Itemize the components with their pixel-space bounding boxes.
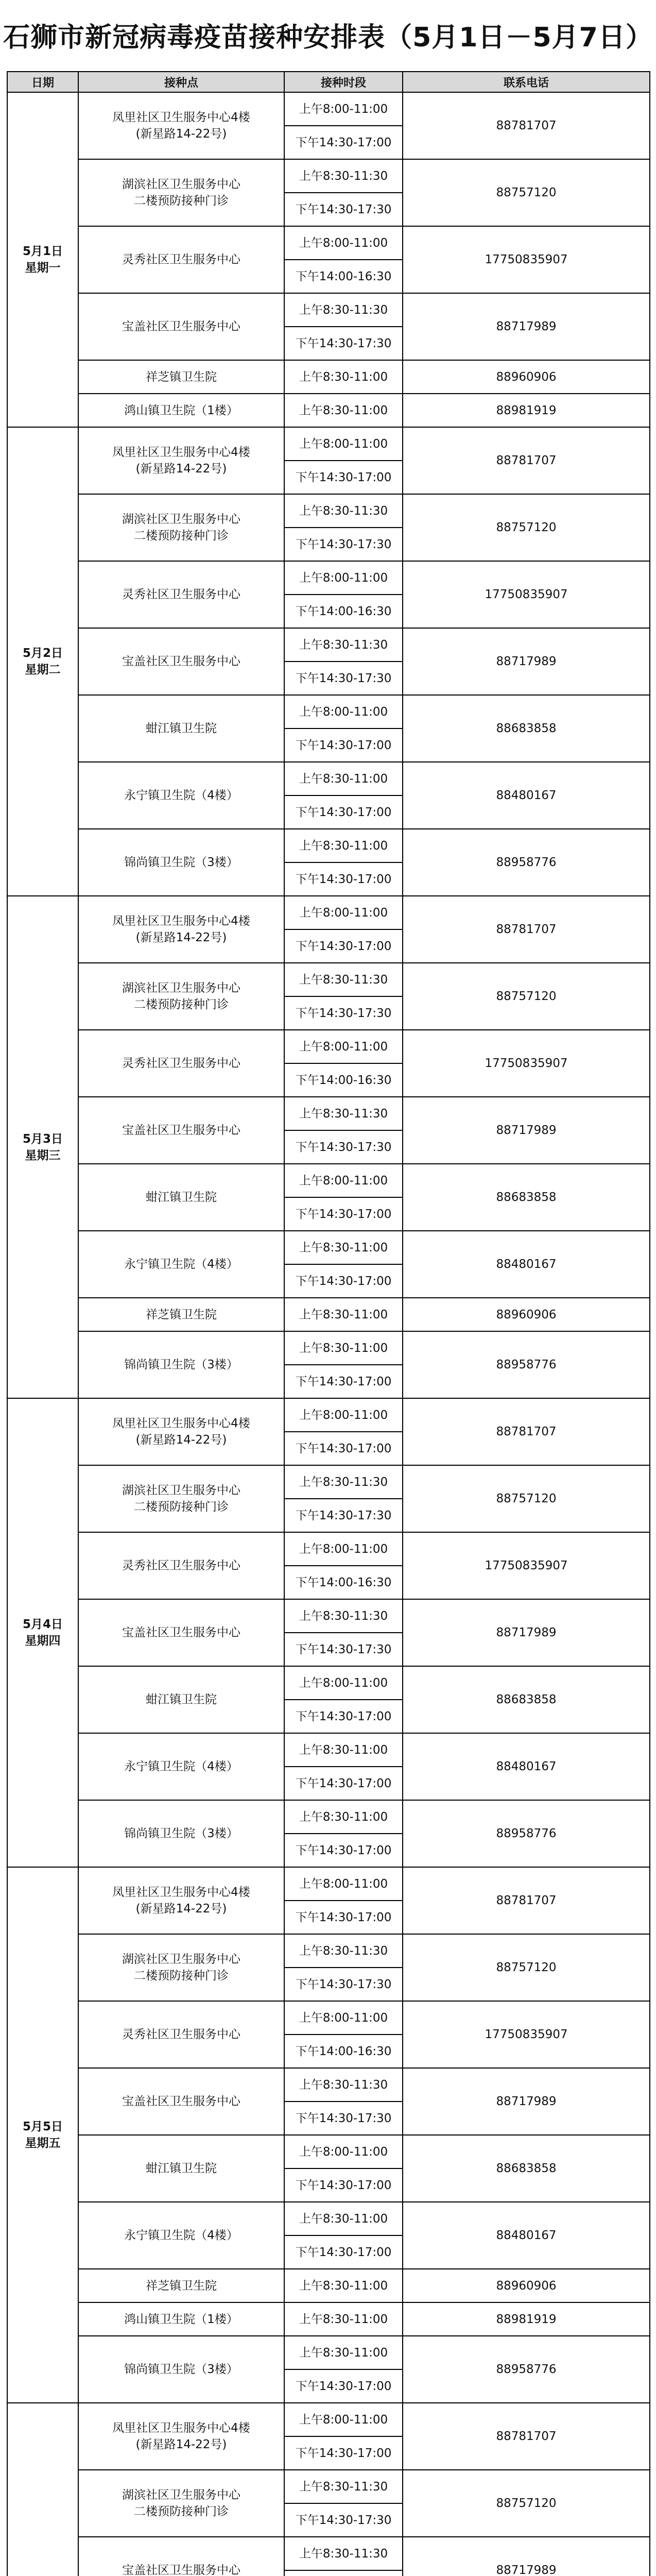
site-cell: [78, 1733, 284, 1800]
time-slot: 下午14:30-17:00: [284, 2168, 403, 2202]
time-slot: 下午14:00-16:30: [284, 595, 403, 628]
site-name: 祥芝镇卫生院: [146, 2279, 217, 2293]
phone-number: 88757120: [403, 159, 650, 226]
time-slot: 下午14:30-17:30: [284, 1130, 403, 1164]
phone-number: 88717989: [403, 1599, 650, 1666]
phone-number: 17750835907: [403, 226, 650, 293]
time-slot: 下午14:00-16:30: [284, 2035, 403, 2068]
time-slot: 上午8:30-11:30: [284, 963, 403, 996]
table-row: [7, 1331, 650, 1365]
site-cell: [78, 2202, 284, 2269]
site-cell: [78, 628, 284, 695]
site-name: 鸿山镇卫生院（1楼）: [124, 2312, 238, 2326]
time-slot: 上午8:00-11:00: [284, 1030, 403, 1063]
site-cell: [78, 829, 284, 896]
time-slot: 下午14:30-17:30: [284, 2102, 403, 2135]
site-cell: [78, 2470, 284, 2537]
site-name: 永宁镇卫生院（4楼）: [124, 789, 238, 802]
table-row: [7, 2001, 650, 2035]
time-slot: 下午14:30-17:30: [284, 193, 403, 226]
table-row: [7, 1934, 650, 1968]
date-cell: [7, 2403, 78, 2576]
time-slot: 上午8:30-11:30: [284, 1465, 403, 1499]
date-label: 5月4日: [22, 1618, 63, 1631]
time-slot: 上午8:30-11:30: [284, 628, 403, 662]
time-slot: 下午14:30-17:00: [284, 1264, 403, 1298]
table-row: [7, 1231, 650, 1264]
date-label: 5月2日: [22, 647, 63, 660]
site-cell: [78, 2068, 284, 2135]
phone-number: 88981919: [403, 394, 650, 427]
table-row: [7, 2336, 650, 2369]
site-name: 蚶江镇卫生院: [146, 1693, 217, 1706]
date-cell: [7, 427, 78, 896]
table-row: [7, 2537, 650, 2570]
weekday-label: 星期四: [25, 1634, 61, 1648]
time-slot: 下午14:30-17:00: [284, 1834, 403, 1867]
time-slot: 上午8:00-11:00: [284, 2403, 403, 2436]
phone-number: 88781707: [403, 2403, 650, 2470]
table-row: [7, 92, 650, 126]
table-row: [7, 628, 650, 662]
site-name: 蚶江镇卫生院: [146, 722, 217, 735]
site-name: 宝盖社区卫生服务中心: [122, 2095, 240, 2108]
phone-number: 88781707: [403, 1867, 650, 1934]
table-row: [7, 1030, 650, 1063]
time-slot: 上午8:30-11:30: [284, 2068, 403, 2102]
time-slot: 下午14:30-17:00: [284, 1767, 403, 1800]
phone-number: 17750835907: [403, 561, 650, 628]
time-slot: 下午14:30-17:00: [284, 862, 403, 896]
table-row: [7, 695, 650, 728]
site-cell: [78, 2537, 284, 2576]
time-slot: 下午14:30-17:00: [284, 1901, 403, 1934]
site-cell: [78, 1030, 284, 1097]
site-cell: [78, 1599, 284, 1666]
time-slot: 下午14:30-17:30: [284, 2503, 403, 2537]
site-cell: [78, 1231, 284, 1298]
time-slot: 上午8:00-11:00: [284, 896, 403, 929]
date-cell: [7, 1398, 78, 1867]
time-slot: 下午14:30-17:00: [284, 1197, 403, 1231]
weekday-label: 星期五: [25, 2137, 61, 2150]
site-name: 鸿山镇卫生院（1楼）: [124, 403, 238, 417]
site-name: 祥芝镇卫生院: [146, 1308, 217, 1321]
site-name: 凤里社区卫生服务中心4楼: [112, 914, 250, 928]
table-row: [7, 1164, 650, 1197]
table-row: [7, 561, 650, 595]
phone-number: 88960906: [403, 1298, 650, 1331]
time-slot: 上午8:30-11:30: [284, 159, 403, 193]
phone-number: 88958776: [403, 1800, 650, 1867]
phone-number: 88480167: [403, 762, 650, 829]
time-slot: 上午8:00-11:00: [284, 561, 403, 595]
table-row: [7, 1532, 650, 1566]
site-cell: [78, 1097, 284, 1164]
time-slot: 上午8:30-11:00: [284, 1298, 403, 1331]
time-slot: 上午8:00-11:00: [284, 92, 403, 126]
site-cell: [78, 695, 284, 762]
phone-number: 17750835907: [403, 2001, 650, 2068]
site-name: 锦尚镇卫生院（3楼）: [124, 856, 238, 869]
phone-number: 88781707: [403, 1398, 650, 1465]
site-address: 二楼预防接种门诊: [134, 1500, 229, 1514]
site-cell: [78, 1331, 284, 1398]
time-slot: 下午14:30-17:30: [284, 996, 403, 1030]
phone-number: 88781707: [403, 896, 650, 963]
site-cell: [78, 1800, 284, 1867]
site-name: 凤里社区卫生服务中心4楼: [112, 1886, 250, 1899]
phone-number: 17750835907: [403, 1030, 650, 1097]
date-cell: [7, 896, 78, 1398]
table-row: [7, 963, 650, 996]
time-slot: 上午8:30-11:00: [284, 2336, 403, 2369]
header-date: 日期: [7, 72, 78, 92]
phone-number: 88958776: [403, 2336, 650, 2403]
phone-number: 88717989: [403, 2537, 650, 2576]
table-row: [7, 2068, 650, 2102]
site-name: 湖滨社区卫生服务中心: [122, 981, 240, 995]
site-address: (新星路14-22号): [135, 462, 227, 476]
phone-number: 88683858: [403, 695, 650, 762]
site-name: 湖滨社区卫生服务中心: [122, 2488, 240, 2502]
site-name: 湖滨社区卫生服务中心: [122, 178, 240, 191]
phone-number: 88683858: [403, 2135, 650, 2202]
header-phone: 联系电话: [403, 72, 650, 92]
site-name: 湖滨社区卫生服务中心: [122, 1953, 240, 1966]
table-row: [7, 2470, 650, 2503]
site-name: 灵秀社区卫生服务中心: [122, 1559, 240, 1572]
table-row: [7, 494, 650, 528]
table-row: [7, 896, 650, 929]
site-cell: [78, 2302, 284, 2336]
site-cell: [78, 427, 284, 494]
time-slot: 下午14:00-16:30: [284, 1063, 403, 1097]
site-cell: [78, 963, 284, 1030]
header-site: 接种点: [78, 72, 284, 92]
time-slot: 上午8:30-11:30: [284, 1934, 403, 1968]
site-cell: [78, 2001, 284, 2068]
date-cell: [7, 1867, 78, 2403]
site-name: 宝盖社区卫生服务中心: [122, 655, 240, 668]
phone-number: 88717989: [403, 2068, 650, 2135]
site-name: 永宁镇卫生院（4楼）: [124, 1258, 238, 1271]
site-cell: [78, 1398, 284, 1465]
phone-number: 88480167: [403, 2202, 650, 2269]
time-slot: 下午14:30-17:00: [284, 728, 403, 762]
site-cell: [78, 2336, 284, 2403]
site-name: 宝盖社区卫生服务中心: [122, 320, 240, 333]
time-slot: 上午8:00-11:00: [284, 1666, 403, 1700]
time-slot: 上午8:30-11:00: [284, 2302, 403, 2336]
site-cell: [78, 293, 284, 360]
time-slot: 上午8:00-11:00: [284, 1164, 403, 1197]
phone-number: 88757120: [403, 1465, 650, 1532]
table-row: [7, 1666, 650, 1700]
phone-number: 88717989: [403, 628, 650, 695]
time-slot: 上午8:30-11:00: [284, 360, 403, 394]
site-address: (新星路14-22号): [135, 2438, 227, 2451]
weekday-label: 星期二: [25, 663, 61, 676]
schedule-table: [7, 71, 650, 2576]
time-slot: 上午8:00-11:00: [284, 226, 403, 260]
time-slot: 下午14:30-17:30: [284, 327, 403, 360]
site-cell: [78, 494, 284, 561]
site-name: 永宁镇卫生院（4楼）: [124, 2229, 238, 2242]
table-row: [7, 360, 650, 394]
site-cell: [78, 561, 284, 628]
table-row: [7, 762, 650, 795]
phone-number: 88958776: [403, 1331, 650, 1398]
site-name: 宝盖社区卫生服务中心: [122, 2564, 240, 2576]
phone-number: 88480167: [403, 1231, 650, 1298]
site-name: 灵秀社区卫生服务中心: [122, 2028, 240, 2041]
time-slot: 下午14:30-17:00: [284, 126, 403, 159]
time-slot: 下午14:30-17:00: [284, 1432, 403, 1465]
site-cell: [78, 762, 284, 829]
site-name: 宝盖社区卫生服务中心: [122, 1626, 240, 1639]
time-slot: 下午14:30-17:00: [284, 2436, 403, 2470]
table-row: [7, 159, 650, 193]
time-slot: 上午8:30-11:30: [284, 1599, 403, 1633]
table-row: [7, 427, 650, 461]
site-name: 锦尚镇卫生院（3楼）: [124, 2363, 238, 2376]
table-header-row: [7, 72, 650, 92]
site-name: 蚶江镇卫生院: [146, 2162, 217, 2175]
time-slot: 上午8:30-11:30: [284, 2537, 403, 2570]
date-label: 5月5日: [22, 2120, 63, 2133]
site-name: 凤里社区卫生服务中心4楼: [112, 111, 250, 124]
phone-number: 88960906: [403, 2269, 650, 2302]
time-slot: 上午8:30-11:00: [284, 1231, 403, 1264]
table-row: [7, 2403, 650, 2436]
site-cell: [78, 1465, 284, 1532]
time-slot: 下午14:30-17:30: [284, 528, 403, 561]
time-slot: 上午8:30-11:00: [284, 1331, 403, 1365]
site-address: (新星路14-22号): [135, 931, 227, 944]
site-name: 湖滨社区卫生服务中心: [122, 1484, 240, 1497]
site-cell: [78, 2403, 284, 2470]
table-row: [7, 1398, 650, 1432]
phone-number: 88757120: [403, 2470, 650, 2537]
phone-number: 88960906: [403, 360, 650, 394]
table-row: [7, 1800, 650, 1834]
time-slot: 上午8:30-11:00: [284, 1800, 403, 1834]
site-address: (新星路14-22号): [135, 1433, 227, 1447]
site-name: 蚶江镇卫生院: [146, 1191, 217, 1204]
site-cell: [78, 394, 284, 427]
time-slot: 上午8:00-11:00: [284, 1398, 403, 1432]
site-name: 宝盖社区卫生服务中心: [122, 1124, 240, 1137]
phone-number: 88717989: [403, 1097, 650, 1164]
phone-number: 88480167: [403, 1733, 650, 1800]
site-cell: [78, 2135, 284, 2202]
table-row: [7, 2202, 650, 2235]
time-slot: 上午8:30-11:30: [284, 1097, 403, 1130]
site-name: 凤里社区卫生服务中心4楼: [112, 1417, 250, 1430]
time-slot: 上午8:30-11:30: [284, 494, 403, 528]
header-time: 接种时段: [284, 72, 403, 92]
table-row: [7, 2269, 650, 2302]
date-label: 5月1日: [22, 245, 63, 258]
site-name: 灵秀社区卫生服务中心: [122, 253, 240, 266]
weekday-label: 星期三: [25, 1148, 61, 1162]
time-slot: 上午8:30-11:00: [284, 762, 403, 795]
site-address: (新星路14-22号): [135, 127, 227, 141]
site-address: 二楼预防接种门诊: [134, 529, 229, 543]
table-row: [7, 293, 650, 327]
time-slot: 下午14:00-16:30: [284, 1566, 403, 1599]
site-cell: [78, 1666, 284, 1733]
table-row: [7, 1298, 650, 1331]
table-row: [7, 1599, 650, 1633]
site-cell: [78, 1164, 284, 1231]
table-row: [7, 829, 650, 862]
site-address: 二楼预防接种门诊: [134, 194, 229, 208]
site-cell: [78, 360, 284, 394]
table-row: [7, 2135, 650, 2168]
date-label: 5月3日: [22, 1132, 63, 1146]
site-address: 二楼预防接种门诊: [134, 2505, 229, 2518]
phone-number: 17750835907: [403, 1532, 650, 1599]
site-cell: [78, 159, 284, 226]
site-cell: [78, 896, 284, 963]
date-cell: [7, 92, 78, 427]
site-cell: [78, 92, 284, 159]
phone-number: 88757120: [403, 1934, 650, 2001]
site-name: 祥芝镇卫生院: [146, 370, 217, 384]
table-row: [7, 226, 650, 260]
site-name: 永宁镇卫生院（4楼）: [124, 1760, 238, 1773]
time-slot: 下午14:00-16:30: [284, 260, 403, 293]
site-name: 灵秀社区卫生服务中心: [122, 1057, 240, 1070]
phone-number: 88757120: [403, 963, 650, 1030]
time-slot: 下午14:30-17:00: [284, 1365, 403, 1398]
time-slot: 上午8:30-11:00: [284, 829, 403, 862]
phone-number: 88781707: [403, 92, 650, 159]
time-slot: 下午14:30-17:30: [284, 662, 403, 695]
time-slot: 下午14:30-17:30: [284, 1968, 403, 2001]
time-slot: 上午8:00-11:00: [284, 695, 403, 728]
site-cell: [78, 226, 284, 293]
site-cell: [78, 1532, 284, 1599]
table-row: [7, 1867, 650, 1901]
phone-number: 88717989: [403, 293, 650, 360]
site-name: 灵秀社区卫生服务中心: [122, 588, 240, 601]
table-row: [7, 1733, 650, 1767]
time-slot: 上午8:00-11:00: [284, 427, 403, 461]
time-slot: 下午14:30-17:00: [284, 2235, 403, 2269]
time-slot: 上午8:00-11:00: [284, 1532, 403, 1566]
site-cell: [78, 2269, 284, 2302]
site-address: 二楼预防接种门诊: [134, 998, 229, 1011]
time-slot: 上午8:30-11:00: [284, 394, 403, 427]
table-row: [7, 2302, 650, 2336]
phone-number: 88781707: [403, 427, 650, 494]
site-cell: [78, 1298, 284, 1331]
time-slot: 上午8:30-11:00: [284, 2269, 403, 2302]
time-slot: 下午14:30-17:30: [284, 1633, 403, 1666]
site-name: 凤里社区卫生服务中心4楼: [112, 2421, 250, 2435]
page-title: 石狮市新冠病毒疫苗接种安排表（5月1日－5月7日）: [3, 22, 653, 53]
time-slot: 上午8:00-11:00: [284, 2135, 403, 2168]
time-slot: 下午14:30-17:00: [284, 1700, 403, 1733]
site-cell: [78, 1934, 284, 2001]
site-cell: [78, 1867, 284, 1934]
phone-number: 88683858: [403, 1164, 650, 1231]
weekday-label: 星期一: [25, 261, 61, 275]
time-slot: [284, 2570, 403, 2576]
table-row: [7, 1097, 650, 1130]
time-slot: 上午8:00-11:00: [284, 2001, 403, 2035]
phone-number: 88757120: [403, 494, 650, 561]
time-slot: 下午14:30-17:00: [284, 929, 403, 963]
site-name: 凤里社区卫生服务中心4楼: [112, 446, 250, 459]
site-name: 锦尚镇卫生院（3楼）: [124, 1827, 238, 1840]
time-slot: 下午14:30-17:30: [284, 1499, 403, 1532]
phone-number: 88981919: [403, 2302, 650, 2336]
time-slot: 下午14:30-17:00: [284, 461, 403, 494]
site-address: 二楼预防接种门诊: [134, 1969, 229, 1982]
time-slot: 上午8:30-11:30: [284, 2470, 403, 2503]
time-slot: 上午8:00-11:00: [284, 1867, 403, 1901]
table-row: [7, 1465, 650, 1499]
time-slot: 下午14:30-17:00: [284, 795, 403, 829]
time-slot: 上午8:30-11:30: [284, 293, 403, 327]
phone-number: 88958776: [403, 829, 650, 896]
site-address: (新星路14-22号): [135, 1902, 227, 1916]
site-name: 湖滨社区卫生服务中心: [122, 513, 240, 526]
time-slot: 上午8:30-11:00: [284, 2202, 403, 2235]
time-slot: 上午8:30-11:00: [284, 1733, 403, 1767]
time-slot: 下午14:30-17:00: [284, 2369, 403, 2403]
phone-number: 88683858: [403, 1666, 650, 1733]
table-row: [7, 394, 650, 427]
schedule-body: [7, 92, 650, 2576]
site-name: 锦尚镇卫生院（3楼）: [124, 1358, 238, 1371]
